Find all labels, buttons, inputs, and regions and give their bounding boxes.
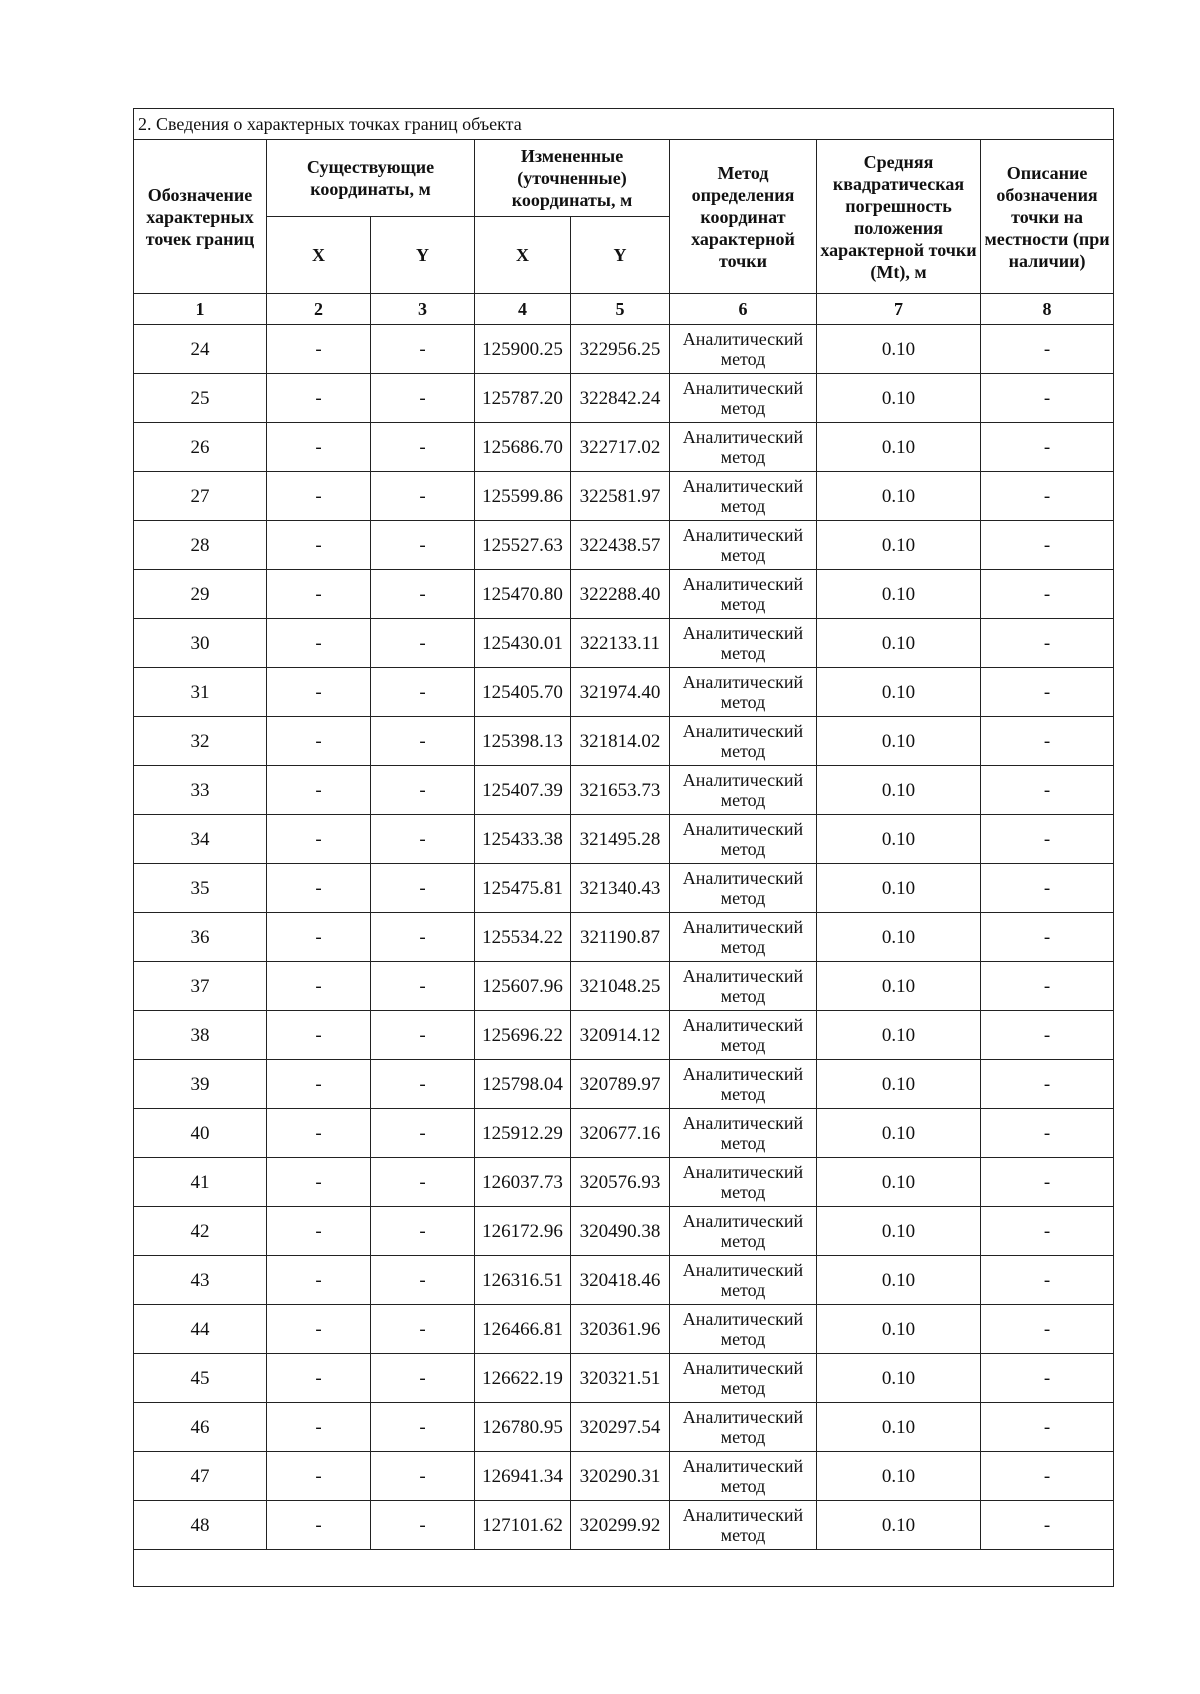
method-line-1: Аналитический <box>682 770 804 790</box>
changed-x-cell: 125430.01 <box>475 619 571 668</box>
method-line-2: метод <box>720 1084 766 1104</box>
table-row <box>134 1256 1114 1305</box>
table-row <box>134 1305 1114 1354</box>
method-cell <box>670 325 817 374</box>
changed-x-cell: 125798.04 <box>475 1060 571 1109</box>
existing-x-cell: - <box>267 1452 371 1501</box>
header-mean-square-error: Средняя квадратическая погрешность положения характерной точки (Mt), м <box>817 140 981 294</box>
section-title: 2. Сведения о характерных точках границ объекта <box>134 109 1114 140</box>
changed-y-cell: 322717.02 <box>571 423 670 472</box>
method-line-2: метод <box>720 1525 766 1545</box>
method-cell <box>670 472 817 521</box>
changed-x-cell: 125534.22 <box>475 913 571 962</box>
table-row <box>134 962 1114 1011</box>
method-line-1: Аналитический <box>682 1505 804 1525</box>
changed-y-cell: 320361.96 <box>571 1305 670 1354</box>
changed-y-cell: 322581.97 <box>571 472 670 521</box>
column-number: 4 <box>475 294 571 325</box>
changed-y-cell: 321048.25 <box>571 962 670 1011</box>
table-row <box>134 619 1114 668</box>
column-number: 8 <box>981 294 1114 325</box>
header-point-designation: Обозначение характерных точек границ <box>134 140 267 294</box>
point-id-cell: 41 <box>134 1158 267 1207</box>
mean-error-cell: 0.10 <box>817 1060 981 1109</box>
changed-x-cell: 125470.80 <box>475 570 571 619</box>
changed-x-cell: 125912.29 <box>475 1109 571 1158</box>
method-cell <box>670 374 817 423</box>
table-row <box>134 521 1114 570</box>
method-line-1: Аналитический <box>682 1064 804 1084</box>
changed-x-cell: 125475.81 <box>475 864 571 913</box>
table-row <box>134 1207 1114 1256</box>
table-row <box>134 766 1114 815</box>
point-id-cell: 31 <box>134 668 267 717</box>
method-line-1: Аналитический <box>682 1260 804 1280</box>
changed-x-cell: 125398.13 <box>475 717 571 766</box>
existing-x-cell: - <box>267 472 371 521</box>
description-cell: - <box>981 1354 1114 1403</box>
existing-y-cell: - <box>371 864 475 913</box>
mean-error-cell: 0.10 <box>817 962 981 1011</box>
point-id-cell: 29 <box>134 570 267 619</box>
mean-error-cell: 0.10 <box>817 1109 981 1158</box>
description-cell: - <box>981 864 1114 913</box>
mean-error-cell: 0.10 <box>817 1354 981 1403</box>
method-cell <box>670 570 817 619</box>
existing-x-cell: - <box>267 1109 371 1158</box>
table-row <box>134 1501 1114 1550</box>
column-number: 6 <box>670 294 817 325</box>
method-line-1: Аналитический <box>682 917 804 937</box>
existing-y-cell: - <box>371 1256 475 1305</box>
empty-footer-cell <box>134 1550 1114 1587</box>
existing-y-cell: - <box>371 766 475 815</box>
changed-y-cell: 322956.25 <box>571 325 670 374</box>
existing-y-cell: - <box>371 325 475 374</box>
changed-y-cell: 321814.02 <box>571 717 670 766</box>
point-id-cell: 34 <box>134 815 267 864</box>
existing-x-cell: - <box>267 521 371 570</box>
method-cell <box>670 1305 817 1354</box>
mean-error-cell: 0.10 <box>817 815 981 864</box>
existing-y-cell: - <box>371 1011 475 1060</box>
method-line-1: Аналитический <box>682 1015 804 1035</box>
header-existing-x: X <box>267 217 371 294</box>
description-cell: - <box>981 1060 1114 1109</box>
header-point-description: Описание обозначения точки на местности (при наличии) <box>981 140 1114 294</box>
header-existing-y: Y <box>371 217 475 294</box>
existing-y-cell: - <box>371 521 475 570</box>
existing-x-cell: - <box>267 668 371 717</box>
header-changed-x: X <box>475 217 571 294</box>
method-cell <box>670 1060 817 1109</box>
existing-y-cell: - <box>371 1060 475 1109</box>
description-cell: - <box>981 1403 1114 1452</box>
method-line-1: Аналитический <box>682 329 804 349</box>
existing-x-cell: - <box>267 1158 371 1207</box>
method-line-1: Аналитический <box>682 672 804 692</box>
existing-y-cell: - <box>371 1109 475 1158</box>
existing-x-cell: - <box>267 423 371 472</box>
method-cell <box>670 1354 817 1403</box>
method-line-1: Аналитический <box>682 966 804 986</box>
method-cell <box>670 717 817 766</box>
existing-x-cell: - <box>267 1305 371 1354</box>
existing-x-cell: - <box>267 766 371 815</box>
existing-x-cell: - <box>267 1501 371 1550</box>
existing-y-cell: - <box>371 570 475 619</box>
changed-y-cell: 320677.16 <box>571 1109 670 1158</box>
point-id-cell: 25 <box>134 374 267 423</box>
method-line-2: метод <box>720 692 766 712</box>
changed-x-cell: 125696.22 <box>475 1011 571 1060</box>
description-cell: - <box>981 1501 1114 1550</box>
mean-error-cell: 0.10 <box>817 717 981 766</box>
method-line-1: Аналитический <box>682 868 804 888</box>
point-id-cell: 47 <box>134 1452 267 1501</box>
method-cell <box>670 619 817 668</box>
method-cell <box>670 815 817 864</box>
changed-y-cell: 320321.51 <box>571 1354 670 1403</box>
changed-x-cell: 126780.95 <box>475 1403 571 1452</box>
method-line-1: Аналитический <box>682 525 804 545</box>
changed-y-cell: 321190.87 <box>571 913 670 962</box>
column-number-row <box>134 294 1114 325</box>
method-cell <box>670 668 817 717</box>
mean-error-cell: 0.10 <box>817 374 981 423</box>
method-line-2: метод <box>720 1035 766 1055</box>
changed-y-cell: 321495.28 <box>571 815 670 864</box>
existing-y-cell: - <box>371 472 475 521</box>
method-line-1: Аналитический <box>682 623 804 643</box>
table-row <box>134 717 1114 766</box>
description-cell: - <box>981 1158 1114 1207</box>
table-row <box>134 913 1114 962</box>
mean-error-cell: 0.10 <box>817 619 981 668</box>
method-line-2: метод <box>720 937 766 957</box>
method-line-2: метод <box>720 643 766 663</box>
header-changed-y: Y <box>571 217 670 294</box>
method-cell <box>670 1501 817 1550</box>
existing-x-cell: - <box>267 374 371 423</box>
table-row <box>134 472 1114 521</box>
method-line-2: метод <box>720 790 766 810</box>
method-line-2: метод <box>720 1329 766 1349</box>
point-id-cell: 26 <box>134 423 267 472</box>
method-line-2: метод <box>720 545 766 565</box>
description-cell: - <box>981 815 1114 864</box>
existing-x-cell: - <box>267 815 371 864</box>
column-number: 2 <box>267 294 371 325</box>
empty-footer-row <box>134 1550 1114 1587</box>
description-cell: - <box>981 374 1114 423</box>
point-id-cell: 24 <box>134 325 267 374</box>
point-id-cell: 46 <box>134 1403 267 1452</box>
table-row <box>134 374 1114 423</box>
column-number: 1 <box>134 294 267 325</box>
existing-y-cell: - <box>371 1354 475 1403</box>
method-line-2: метод <box>720 398 766 418</box>
existing-y-cell: - <box>371 1403 475 1452</box>
changed-x-cell: 126466.81 <box>475 1305 571 1354</box>
mean-error-cell: 0.10 <box>817 423 981 472</box>
changed-y-cell: 320789.97 <box>571 1060 670 1109</box>
description-cell: - <box>981 717 1114 766</box>
point-id-cell: 39 <box>134 1060 267 1109</box>
description-cell: - <box>981 1207 1114 1256</box>
existing-x-cell: - <box>267 1207 371 1256</box>
mean-error-cell: 0.10 <box>817 570 981 619</box>
existing-x-cell: - <box>267 619 371 668</box>
method-line-2: метод <box>720 839 766 859</box>
changed-y-cell: 321340.43 <box>571 864 670 913</box>
method-cell <box>670 1452 817 1501</box>
method-line-2: метод <box>720 1133 766 1153</box>
existing-x-cell: - <box>267 1011 371 1060</box>
method-cell <box>670 913 817 962</box>
existing-x-cell: - <box>267 717 371 766</box>
changed-x-cell: 125599.86 <box>475 472 571 521</box>
method-line-1: Аналитический <box>682 819 804 839</box>
changed-x-cell: 126172.96 <box>475 1207 571 1256</box>
existing-x-cell: - <box>267 962 371 1011</box>
changed-x-cell: 126316.51 <box>475 1256 571 1305</box>
column-number: 3 <box>371 294 475 325</box>
column-number: 7 <box>817 294 981 325</box>
mean-error-cell: 0.10 <box>817 766 981 815</box>
description-cell: - <box>981 423 1114 472</box>
changed-y-cell: 320290.31 <box>571 1452 670 1501</box>
existing-x-cell: - <box>267 325 371 374</box>
column-number: 5 <box>571 294 670 325</box>
method-line-1: Аналитический <box>682 1113 804 1133</box>
changed-x-cell: 126037.73 <box>475 1158 571 1207</box>
method-line-2: метод <box>720 349 766 369</box>
changed-y-cell: 322842.24 <box>571 374 670 423</box>
existing-x-cell: - <box>267 1403 371 1452</box>
description-cell: - <box>981 472 1114 521</box>
mean-error-cell: 0.10 <box>817 521 981 570</box>
existing-y-cell: - <box>371 962 475 1011</box>
existing-x-cell: - <box>267 864 371 913</box>
method-line-2: метод <box>720 496 766 516</box>
point-id-cell: 43 <box>134 1256 267 1305</box>
existing-y-cell: - <box>371 913 475 962</box>
method-line-2: метод <box>720 1427 766 1447</box>
table-row <box>134 864 1114 913</box>
document-page <box>133 108 1113 1587</box>
method-line-1: Аналитический <box>682 1407 804 1427</box>
method-cell <box>670 521 817 570</box>
method-line-1: Аналитический <box>682 721 804 741</box>
method-line-2: метод <box>720 1182 766 1202</box>
description-cell: - <box>981 1452 1114 1501</box>
table-row <box>134 1158 1114 1207</box>
table-row <box>134 1452 1114 1501</box>
mean-error-cell: 0.10 <box>817 1403 981 1452</box>
method-cell <box>670 962 817 1011</box>
table-row <box>134 1354 1114 1403</box>
method-line-1: Аналитический <box>682 1211 804 1231</box>
description-cell: - <box>981 325 1114 374</box>
description-cell: - <box>981 962 1114 1011</box>
point-id-cell: 35 <box>134 864 267 913</box>
description-cell: - <box>981 1109 1114 1158</box>
changed-y-cell: 320490.38 <box>571 1207 670 1256</box>
description-cell: - <box>981 913 1114 962</box>
point-id-cell: 28 <box>134 521 267 570</box>
table-row <box>134 668 1114 717</box>
method-cell <box>670 864 817 913</box>
existing-x-cell: - <box>267 1256 371 1305</box>
existing-y-cell: - <box>371 815 475 864</box>
mean-error-cell: 0.10 <box>817 325 981 374</box>
changed-y-cell: 322288.40 <box>571 570 670 619</box>
changed-x-cell: 125900.25 <box>475 325 571 374</box>
header-changed-coordinates: Измененные (уточненные) координаты, м <box>475 140 670 217</box>
changed-y-cell: 320576.93 <box>571 1158 670 1207</box>
mean-error-cell: 0.10 <box>817 1256 981 1305</box>
mean-error-cell: 0.10 <box>817 668 981 717</box>
table-row <box>134 570 1114 619</box>
mean-error-cell: 0.10 <box>817 1452 981 1501</box>
description-cell: - <box>981 570 1114 619</box>
description-cell: - <box>981 766 1114 815</box>
mean-error-cell: 0.10 <box>817 472 981 521</box>
existing-y-cell: - <box>371 1452 475 1501</box>
method-line-2: метод <box>720 986 766 1006</box>
point-id-cell: 42 <box>134 1207 267 1256</box>
table-row <box>134 1011 1114 1060</box>
method-cell <box>670 1256 817 1305</box>
existing-y-cell: - <box>371 717 475 766</box>
method-line-2: метод <box>720 1231 766 1251</box>
description-cell: - <box>981 1011 1114 1060</box>
mean-error-cell: 0.10 <box>817 913 981 962</box>
changed-y-cell: 320418.46 <box>571 1256 670 1305</box>
table-row <box>134 815 1114 864</box>
method-line-2: метод <box>720 447 766 467</box>
method-line-1: Аналитический <box>682 378 804 398</box>
description-cell: - <box>981 521 1114 570</box>
mean-error-cell: 0.10 <box>817 864 981 913</box>
method-line-2: метод <box>720 1280 766 1300</box>
changed-y-cell: 320297.54 <box>571 1403 670 1452</box>
changed-x-cell: 126941.34 <box>475 1452 571 1501</box>
changed-y-cell: 322438.57 <box>571 521 670 570</box>
existing-y-cell: - <box>371 668 475 717</box>
boundary-points-table <box>133 108 1114 1587</box>
point-id-cell: 32 <box>134 717 267 766</box>
changed-y-cell: 321653.73 <box>571 766 670 815</box>
changed-x-cell: 125407.39 <box>475 766 571 815</box>
changed-x-cell: 127101.62 <box>475 1501 571 1550</box>
method-line-1: Аналитический <box>682 1162 804 1182</box>
changed-x-cell: 126622.19 <box>475 1354 571 1403</box>
method-line-2: метод <box>720 888 766 908</box>
changed-x-cell: 125686.70 <box>475 423 571 472</box>
method-line-1: Аналитический <box>682 1358 804 1378</box>
existing-x-cell: - <box>267 913 371 962</box>
changed-y-cell: 321974.40 <box>571 668 670 717</box>
method-line-2: метод <box>720 1378 766 1398</box>
existing-x-cell: - <box>267 570 371 619</box>
existing-y-cell: - <box>371 1158 475 1207</box>
point-id-cell: 45 <box>134 1354 267 1403</box>
changed-y-cell: 322133.11 <box>571 619 670 668</box>
existing-y-cell: - <box>371 1207 475 1256</box>
description-cell: - <box>981 619 1114 668</box>
description-cell: - <box>981 668 1114 717</box>
method-cell <box>670 423 817 472</box>
table-row <box>134 1403 1114 1452</box>
table-row <box>134 1109 1114 1158</box>
changed-x-cell: 125433.38 <box>475 815 571 864</box>
changed-x-cell: 125405.70 <box>475 668 571 717</box>
method-cell <box>670 1403 817 1452</box>
mean-error-cell: 0.10 <box>817 1305 981 1354</box>
point-id-cell: 40 <box>134 1109 267 1158</box>
table-row <box>134 1060 1114 1109</box>
description-cell: - <box>981 1256 1114 1305</box>
table-row <box>134 325 1114 374</box>
existing-y-cell: - <box>371 374 475 423</box>
mean-error-cell: 0.10 <box>817 1158 981 1207</box>
changed-y-cell: 320299.92 <box>571 1501 670 1550</box>
table-row <box>134 423 1114 472</box>
method-cell <box>670 766 817 815</box>
method-line-2: метод <box>720 594 766 614</box>
changed-x-cell: 125527.63 <box>475 521 571 570</box>
existing-y-cell: - <box>371 423 475 472</box>
method-line-1: Аналитический <box>682 1456 804 1476</box>
point-id-cell: 27 <box>134 472 267 521</box>
changed-x-cell: 125607.96 <box>475 962 571 1011</box>
method-line-2: метод <box>720 1476 766 1496</box>
changed-x-cell: 125787.20 <box>475 374 571 423</box>
method-line-2: метод <box>720 741 766 761</box>
existing-x-cell: - <box>267 1060 371 1109</box>
method-line-1: Аналитический <box>682 427 804 447</box>
point-id-cell: 38 <box>134 1011 267 1060</box>
changed-y-cell: 320914.12 <box>571 1011 670 1060</box>
method-line-1: Аналитический <box>682 476 804 496</box>
description-cell: - <box>981 1305 1114 1354</box>
mean-error-cell: 0.10 <box>817 1011 981 1060</box>
point-id-cell: 44 <box>134 1305 267 1354</box>
mean-error-cell: 0.10 <box>817 1207 981 1256</box>
method-cell <box>670 1011 817 1060</box>
point-id-cell: 33 <box>134 766 267 815</box>
method-cell <box>670 1207 817 1256</box>
mean-error-cell: 0.10 <box>817 1501 981 1550</box>
method-cell <box>670 1158 817 1207</box>
method-line-1: Аналитический <box>682 574 804 594</box>
existing-x-cell: - <box>267 1354 371 1403</box>
method-line-1: Аналитический <box>682 1309 804 1329</box>
existing-y-cell: - <box>371 619 475 668</box>
existing-y-cell: - <box>371 1501 475 1550</box>
header-method: Метод определения координат характерной точки <box>670 140 817 294</box>
point-id-cell: 36 <box>134 913 267 962</box>
header-existing-coordinates: Существующие координаты, м <box>267 140 475 217</box>
point-id-cell: 48 <box>134 1501 267 1550</box>
method-cell <box>670 1109 817 1158</box>
point-id-cell: 30 <box>134 619 267 668</box>
point-id-cell: 37 <box>134 962 267 1011</box>
existing-y-cell: - <box>371 1305 475 1354</box>
